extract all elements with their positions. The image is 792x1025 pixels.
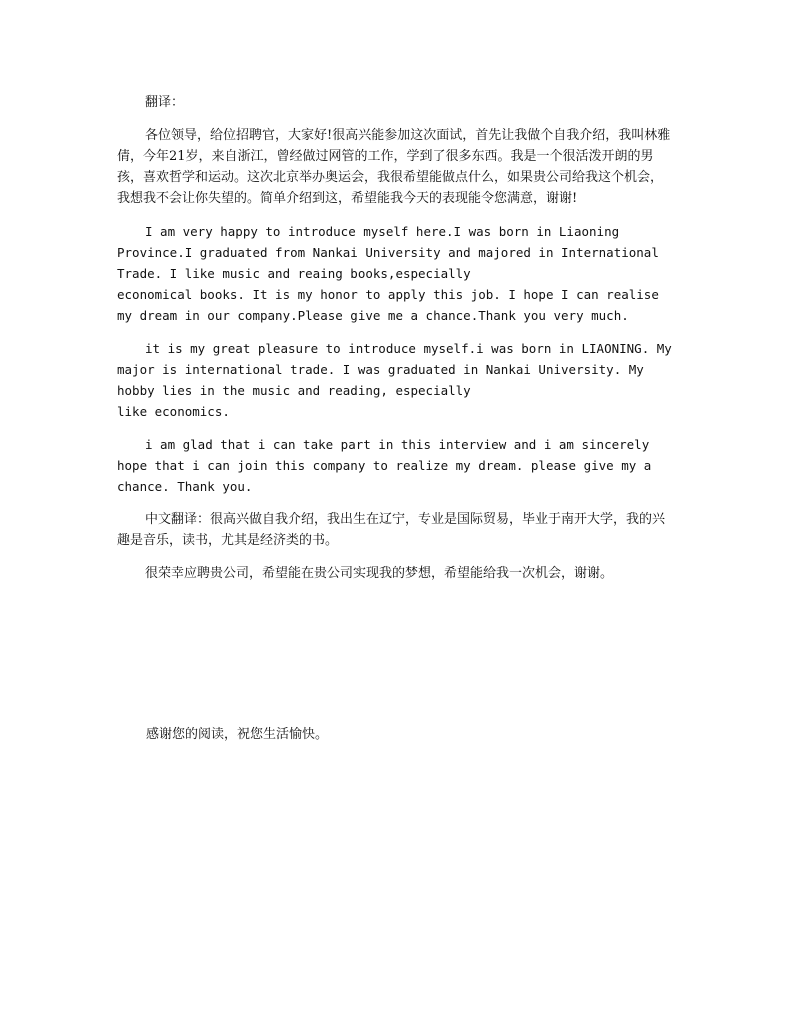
english-introduction-1: I am very happy to introduce myself here.I was born in Liaoning Province.I graduated from Nankai University and majored in International Trade. I like music and reaing books,especially economical books. It is my honor to apply this job. I hope I can realise my dream in our company.Please give me a chance.Thank you very much. bbox=[117, 224, 659, 323]
translation-heading: 翻译： bbox=[145, 95, 185, 110]
closing-note: 感谢您的阅读，祝您生活愉快。 bbox=[146, 727, 329, 742]
chinese-self-introduction: 各位领导，给位招聘官，大家好!很高兴能参加这次面试，首先让我做个自我介绍，我叫林雅倩，今年21岁，来自浙江，曾经做过网管的工作，学到了很多东西。我是一个很活泼开朗的男孩，喜欢哲学和运动。这次北京举办奥运会，我很希望能做点什么，如果贵公司给我这个机会，我想我不会让你失望的。简单介绍到这，希望能我今天的表现能令您满意，谢谢! bbox=[117, 128, 671, 206]
english-introduction-3: i am glad that i can take part in this interview and i am sincerely hope that i can join this company to realize my dream. please give my a chance. Thank you. bbox=[117, 437, 652, 494]
chinese-translation-closing: 很荣幸应聘贵公司，希望能在贵公司实现我的梦想，希望能给我一次机会，谢谢。 bbox=[145, 566, 614, 581]
english-introduction-2: it is my great pleasure to introduce myself.i was born in LIAONING. My major is international trade. I was graduated in Nankai University. My hobby lies in the music and reading, especially like economics. bbox=[117, 341, 672, 419]
document-body bbox=[117, 92, 675, 584]
chinese-translation: 中文翻译：很高兴做自我介绍，我出生在辽宁，专业是国际贸易，毕业于南开大学，我的兴趣是音乐，读书，尤其是经济类的书。 bbox=[117, 512, 666, 548]
